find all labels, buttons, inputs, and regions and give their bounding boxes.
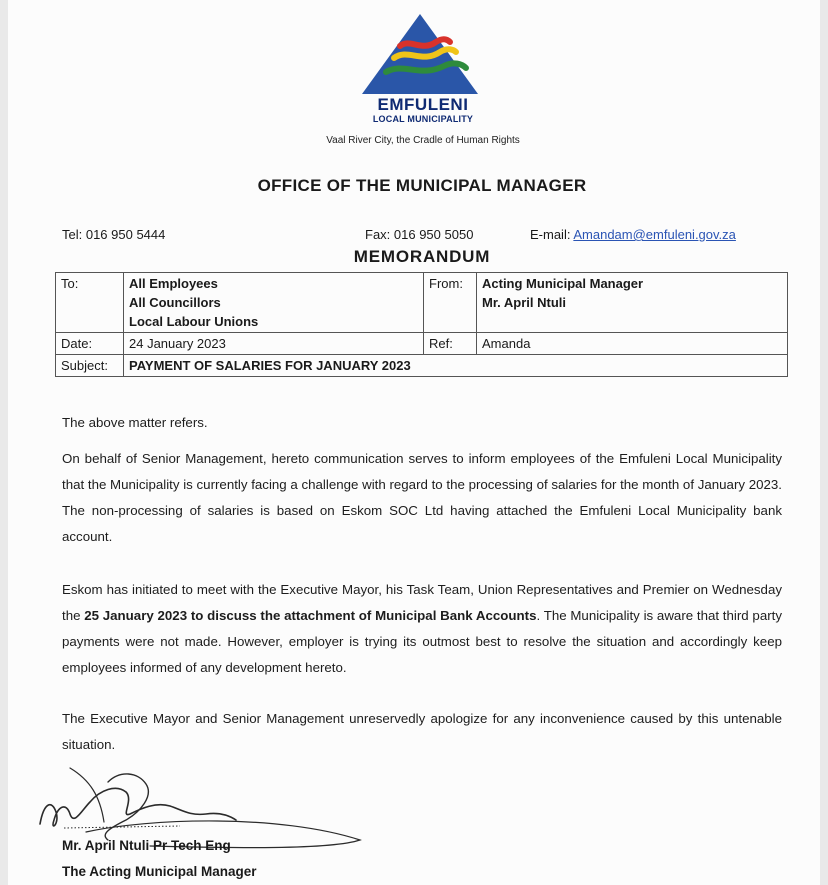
memo-title: MEMORANDUM <box>353 247 491 266</box>
to-label: To: <box>56 273 124 333</box>
signatory-name: Mr. April Ntuli Pr Tech Eng <box>62 838 231 853</box>
paragraph-eskom-start: Eskom has initiated to meet with the Executive Mayor, his Task Team, Union Representatives and Premier on Wednesday the <box>62 582 782 623</box>
subject-label: Subject: <box>56 355 124 377</box>
org-subtitle: LOCAL MUNICIPALITY <box>372 114 474 124</box>
recipient-councillors: All Councillors <box>129 295 221 310</box>
tagline: Vaal River City, the Cradle of Human Rights <box>326 135 520 146</box>
paragraph-intro: The above matter refers. <box>62 415 208 430</box>
sender-title: Acting Municipal Manager <box>482 276 644 291</box>
paragraph-apology: The Executive Mayor and Senior Management unreservedly apologize for any inconvenience caused by this untenable situation. <box>62 711 782 752</box>
paragraph-challenge: On behalf of Senior Management, hereto communication serves to inform employees of the Emfuleni Local Municipality that the Municipality is currently facing a challenge with regard to the processing of salaries for the month of January 2023. The non-processing of salaries is based on Eskom SOC Ltd having attached the Emfuleni Local Municipality bank account. <box>62 451 782 544</box>
tel-number: Tel: 016 950 5444 <box>62 227 166 242</box>
paragraph-eskom-meeting <box>62 577 782 681</box>
office-heading: OFFICE OF THE MUNICIPAL MANAGER <box>257 176 587 195</box>
subject-value: PAYMENT OF SALARIES FOR JANUARY 2023 <box>124 355 788 377</box>
table-row <box>56 273 788 333</box>
date-value: 24 January 2023 <box>124 333 424 355</box>
municipality-logo-icon <box>360 12 480 96</box>
ref-value: Amanda <box>477 333 788 355</box>
from-label: From: <box>424 273 477 333</box>
to-recipients <box>124 273 424 333</box>
table-row <box>56 333 788 355</box>
org-name: EMFULENI <box>377 95 469 114</box>
email-link[interactable]: Amandam@emfuleni.gov.za <box>573 227 736 242</box>
recipient-unions: Local Labour Unions <box>129 314 259 329</box>
signatory-title: The Acting Municipal Manager <box>62 864 257 879</box>
recipient-employees: All Employees <box>129 276 218 291</box>
ref-label: Ref: <box>424 333 477 355</box>
fax-number: Fax: 016 950 5050 <box>365 227 474 242</box>
email-contact <box>530 227 736 242</box>
sender-name: Mr. April Ntuli <box>482 295 567 310</box>
paragraph-eskom-end: . The Municipality is aware that third party payments were not made. However, employer is trying its outmost best to resolve the situation and accordingly keep employees informed of any development hereto. <box>62 608 782 675</box>
date-label: Date: <box>56 333 124 355</box>
paragraph-eskom-bold: 25 January 2023 to discuss the attachment of Municipal Bank Accounts <box>84 608 537 623</box>
memo-header-table <box>55 272 788 377</box>
table-row <box>56 355 788 377</box>
email-label: E-mail: <box>530 227 571 242</box>
from-sender <box>477 273 788 333</box>
